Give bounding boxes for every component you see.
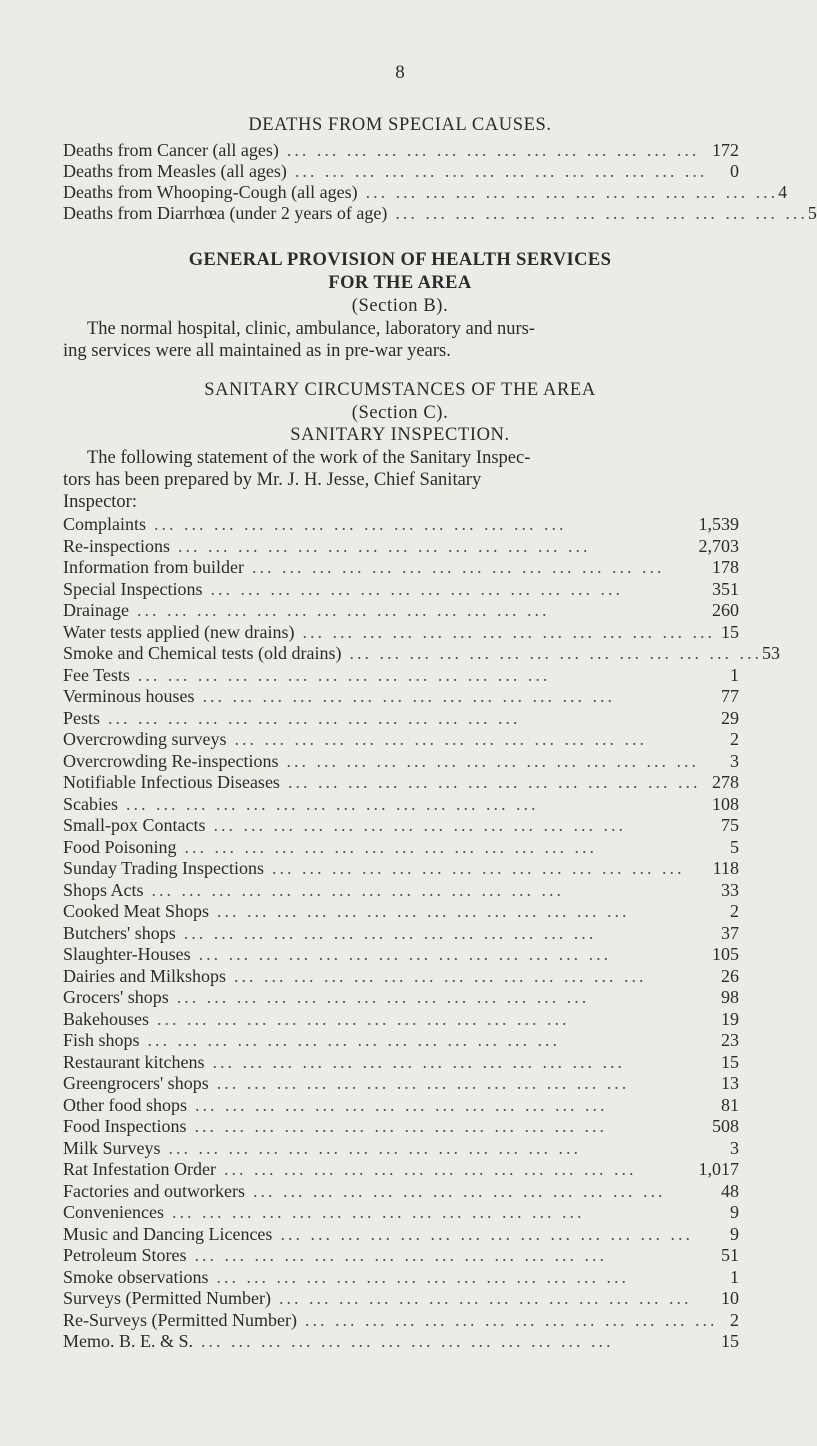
leader-dots: ... ... ... ... ... ... ... ... ... ... ... ... ... ... — [202, 686, 615, 706]
item-label: Slaughter-Houses — [63, 944, 191, 964]
item-value: 5 — [730, 836, 739, 857]
item-value: 77 — [721, 686, 739, 706]
item-label: Fish shops — [63, 1030, 140, 1050]
leader-dots: ... ... ... ... ... ... ... ... ... ... ... ... ... ... — [233, 965, 647, 986]
leader-dots: ... ... ... ... ... ... ... ... ... ... ... ... ... ... — [210, 578, 623, 599]
item-value: 4 — [778, 182, 788, 202]
item-value: 508 — [712, 1116, 739, 1136]
item-value: 2 — [730, 901, 739, 921]
list-item — [63, 535, 739, 557]
item-value: 48 — [721, 1180, 739, 1201]
section-b-label: (Section B). — [351, 296, 449, 316]
leader-dots: ... ... ... ... ... ... ... ... ... ... ... ... ... ... — [137, 664, 551, 685]
item-label: Notifiable Infectious Diseases — [63, 772, 280, 792]
item-value: 2 — [730, 729, 739, 749]
item-label: Food Inspections — [63, 1116, 187, 1136]
item-value: 33 — [721, 879, 739, 900]
item-value: 15 — [721, 621, 739, 642]
list-item — [63, 922, 739, 944]
leader-dots: ... ... ... ... ... ... ... ... ... ... ... ... ... ... — [349, 643, 762, 663]
list-item — [63, 1137, 739, 1159]
sanitary-inspection-subheading: SANITARY INSPECTION. — [290, 425, 510, 445]
list-item — [63, 836, 739, 858]
list-item — [63, 1266, 739, 1288]
list-item — [63, 1244, 739, 1266]
list-item — [63, 139, 739, 161]
leader-dots: ... ... ... ... ... ... ... ... ... ... ... ... ... ... — [234, 729, 647, 749]
page-number: 8 — [395, 62, 405, 83]
item-value: 3 — [730, 750, 739, 771]
list-item — [63, 1330, 739, 1352]
item-label: Water tests applied (new drains) — [63, 621, 295, 642]
item-value: 9 — [730, 1202, 739, 1222]
item-value: 98 — [721, 987, 739, 1007]
list-item — [63, 160, 739, 182]
leader-dots: ... ... ... ... ... ... ... ... ... ... ... ... ... ... — [216, 1073, 630, 1093]
item-label: Milk Surveys — [63, 1137, 161, 1158]
item-value: 29 — [721, 707, 739, 728]
leader-dots: ... ... ... ... ... ... ... ... ... ... ... ... ... ... — [217, 901, 630, 921]
leader-dots: ... ... ... ... ... ... ... ... ... ... ... ... ... ... — [286, 140, 700, 160]
leader-dots: ... ... ... ... ... ... ... ... ... ... ... ... ... ... — [278, 1288, 692, 1308]
list-item — [63, 1072, 739, 1094]
item-value: 105 — [712, 944, 739, 964]
item-value: 3 — [730, 1137, 739, 1158]
item-label: Re-Surveys (Permitted Number) — [63, 1309, 297, 1330]
leader-dots: ... ... ... ... ... ... ... ... ... ... ... ... ... ... — [201, 1331, 614, 1351]
leader-dots: ... ... ... ... ... ... ... ... ... ... ... ... ... ... — [194, 1116, 607, 1136]
list-item — [63, 664, 739, 686]
list-item — [63, 1008, 739, 1030]
item-value: 75 — [721, 815, 739, 835]
item-value: 1,017 — [698, 1159, 739, 1179]
item-label: Restaurant kitchens — [63, 1051, 205, 1072]
leader-dots: ... ... ... ... ... ... ... ... ... ... ... ... ... ... — [177, 535, 591, 556]
item-value: 278 — [712, 772, 739, 792]
leader-dots: ... ... ... ... ... ... ... ... ... ... ... ... ... ... — [168, 1137, 582, 1158]
leader-dots: ... ... ... ... ... ... ... ... ... ... ... ... ... ... — [212, 1051, 625, 1072]
item-value: 23 — [721, 1030, 739, 1050]
general-provision-text-line1: The normal hospital, clinic, ambulance, laboratory and nurs- — [87, 319, 535, 339]
leader-dots: ... ... ... ... ... ... ... ... ... ... ... ... ... ... — [176, 987, 590, 1007]
item-value: 1,539 — [698, 514, 739, 534]
list-item — [63, 513, 739, 535]
item-label: Overcrowding Re-inspections — [63, 750, 279, 771]
item-label: Overcrowding surveys — [63, 729, 227, 749]
item-label: Smoke and Chemical tests (old drains) — [63, 643, 342, 663]
item-label: Deaths from Cancer (all ages) — [63, 140, 279, 160]
sanitary-intro-line1: The following statement of the work of the Sanitary Inspec- — [87, 448, 531, 468]
item-value: 51 — [721, 1245, 739, 1265]
item-label: Special Inspections — [63, 578, 203, 599]
leader-dots: ... ... ... ... ... ... ... ... ... ... ... ... ... ... — [294, 161, 708, 181]
item-value: 108 — [712, 793, 739, 814]
general-provision-text-line2: ing services were all maintained as in pre-war years. — [63, 341, 451, 361]
leader-dots: ... ... ... ... ... ... ... ... ... ... ... ... ... ... — [198, 944, 612, 964]
item-value: 178 — [712, 557, 739, 577]
item-label: Conveniences — [63, 1202, 164, 1222]
list-item — [63, 965, 739, 987]
leader-dots: ... ... ... ... ... ... ... ... ... ... ... ... ... ... — [156, 1008, 570, 1029]
leader-dots: ... ... ... ... ... ... ... ... ... ... ... ... ... ... — [147, 1030, 561, 1050]
item-label: Deaths from Whooping-Cough (all ages) — [63, 182, 358, 202]
item-label: Grocers' shops — [63, 987, 169, 1007]
item-label: Fee Tests — [63, 664, 130, 685]
item-label: Music and Dancing Licences — [63, 1223, 273, 1244]
list-item — [63, 1158, 739, 1180]
leader-dots: ... ... ... ... ... ... ... ... ... ... ... ... ... ... — [286, 750, 699, 771]
leader-dots: ... ... ... ... ... ... ... ... ... ... ... ... ... ... — [213, 815, 626, 835]
item-value: 5 — [807, 203, 817, 223]
leader-dots: ... ... ... ... ... ... ... ... ... ... ... ... ... ... — [223, 1159, 637, 1179]
leader-dots: ... ... ... ... ... ... ... ... ... ... ... ... ... ... — [216, 1266, 629, 1287]
leader-dots: ... ... ... ... ... ... ... ... ... ... ... ... ... ... — [194, 1245, 607, 1265]
list-item — [63, 1115, 739, 1137]
leader-dots: ... ... ... ... ... ... ... ... ... ... ... ... ... ... — [395, 203, 808, 223]
list-item — [63, 1051, 739, 1073]
item-value: 37 — [721, 922, 739, 943]
leader-dots: ... ... ... ... ... ... ... ... ... ... ... ... ... ... — [251, 557, 665, 577]
list-item — [63, 943, 739, 965]
item-label: Drainage — [63, 600, 129, 620]
list-item — [63, 1287, 739, 1309]
item-label: Food Poisoning — [63, 836, 177, 857]
list-item — [63, 771, 739, 793]
list-item — [63, 814, 739, 836]
item-label: Dairies and Milkshops — [63, 965, 226, 986]
leader-dots: ... ... ... ... ... ... ... ... ... ... ... ... ... ... — [184, 836, 598, 857]
item-value: 19 — [721, 1008, 739, 1029]
list-item — [63, 621, 739, 643]
item-value: 13 — [721, 1073, 739, 1093]
leader-dots: ... ... ... ... ... ... ... ... ... ... ... ... ... ... — [304, 1309, 718, 1330]
item-label: Re-inspections — [63, 535, 170, 556]
list-item — [63, 857, 739, 879]
general-provision-heading-line1: GENERAL PROVISION OF HEALTH SERVICES — [188, 250, 612, 270]
item-label: Smoke observations — [63, 1266, 209, 1287]
item-label: Memo. B. E. & S. — [63, 1331, 194, 1351]
item-label: Verminous houses — [63, 686, 195, 706]
item-label: Deaths from Diarrhœa (under 2 years of age) — [63, 203, 388, 223]
list-item — [63, 707, 739, 729]
list-item — [63, 202, 817, 224]
item-label: Bakehouses — [63, 1008, 149, 1029]
item-value: 0 — [730, 161, 739, 181]
item-label: Pests — [63, 707, 101, 728]
item-label: Factories and outworkers — [63, 1180, 245, 1201]
list-item — [63, 556, 739, 578]
leader-dots: ... ... ... ... ... ... ... ... ... ... ... ... ... ... — [302, 621, 715, 642]
item-label: Complaints — [63, 514, 147, 534]
leader-dots: ... ... ... ... ... ... ... ... ... ... ... ... ... ... — [272, 858, 685, 878]
sanitary-intro-line3: Inspector: — [63, 492, 137, 512]
list-item — [63, 685, 739, 707]
item-label: Rat Infestation Order — [63, 1159, 216, 1179]
leader-dots: ... ... ... ... ... ... ... ... ... ... ... ... ... ... — [195, 1094, 608, 1115]
item-label: Sunday Trading Inspections — [63, 858, 265, 878]
item-value: 15 — [721, 1051, 739, 1072]
list-item — [63, 750, 739, 772]
list-item — [63, 1223, 739, 1245]
leader-dots: ... ... ... ... ... ... ... ... ... ... ... ... ... ... — [154, 514, 567, 534]
sanitary-intro-line2: tors has been prepared by Mr. J. H. Jesse, Chief Sanitary — [63, 470, 482, 490]
sanitary-heading: SANITARY CIRCUMSTANCES OF THE AREA — [204, 380, 596, 400]
item-value: 1 — [730, 1266, 739, 1287]
leader-dots: ... ... ... ... ... ... ... ... ... ... ... ... ... ... — [151, 879, 565, 900]
item-value: 10 — [721, 1288, 739, 1308]
leader-dots: ... ... ... ... ... ... ... ... ... ... ... ... ... ... — [287, 772, 701, 792]
leader-dots: ... ... ... ... ... ... ... ... ... ... ... ... ... ... — [280, 1223, 693, 1244]
list-item — [63, 181, 788, 203]
general-provision-heading-line2: FOR THE AREA — [328, 273, 472, 293]
list-item — [63, 728, 739, 750]
item-label: Greengrocers' shops — [63, 1073, 209, 1093]
leader-dots: ... ... ... ... ... ... ... ... ... ... ... ... ... ... — [136, 600, 550, 620]
item-value: 172 — [712, 140, 739, 160]
list-item — [63, 599, 739, 621]
item-label: Information from builder — [63, 557, 244, 577]
item-value: 15 — [721, 1331, 739, 1351]
item-value: 81 — [721, 1094, 739, 1115]
section-c-label: (Section C). — [351, 403, 449, 423]
item-value: 2 — [730, 1309, 739, 1330]
item-value: 1 — [730, 664, 739, 685]
list-item — [63, 986, 739, 1008]
item-value: 351 — [712, 578, 739, 599]
item-label: Cooked Meat Shops — [63, 901, 209, 921]
leader-dots: ... ... ... ... ... ... ... ... ... ... ... ... ... ... — [183, 922, 597, 943]
leader-dots: ... ... ... ... ... ... ... ... ... ... ... ... ... ... — [125, 793, 539, 814]
list-item — [63, 793, 739, 815]
item-label: Other food shops — [63, 1094, 187, 1115]
item-value: 9 — [730, 1223, 739, 1244]
item-label: Deaths from Measles (all ages) — [63, 161, 287, 181]
leader-dots: ... ... ... ... ... ... ... ... ... ... ... ... ... ... — [108, 707, 521, 728]
leader-dots: ... ... ... ... ... ... ... ... ... ... ... ... ... ... — [171, 1202, 585, 1222]
item-label: Shops Acts — [63, 879, 144, 900]
list-item — [63, 642, 780, 664]
list-item — [63, 1029, 739, 1051]
list-item — [63, 879, 739, 901]
item-label: Small-pox Contacts — [63, 815, 206, 835]
item-value: 118 — [712, 858, 739, 878]
item-label: Petroleum Stores — [63, 1245, 187, 1265]
item-value: 26 — [721, 965, 739, 986]
list-item — [63, 1201, 739, 1223]
item-label: Surveys (Permitted Number) — [63, 1288, 271, 1308]
item-label: Scabies — [63, 793, 118, 814]
item-label: Butchers' shops — [63, 922, 176, 943]
item-value: 2,703 — [698, 535, 739, 556]
item-value: 53 — [761, 643, 780, 663]
leader-dots: ... ... ... ... ... ... ... ... ... ... ... ... ... ... — [252, 1180, 666, 1201]
leader-dots: ... ... ... ... ... ... ... ... ... ... ... ... ... ... — [365, 182, 779, 202]
list-item — [63, 1094, 739, 1116]
list-item — [63, 578, 739, 600]
special-causes-heading: DEATHS FROM SPECIAL CAUSES. — [248, 115, 552, 135]
list-item — [63, 1309, 739, 1331]
list-item — [63, 1180, 739, 1202]
item-value: 260 — [712, 600, 739, 620]
list-item — [63, 900, 739, 922]
